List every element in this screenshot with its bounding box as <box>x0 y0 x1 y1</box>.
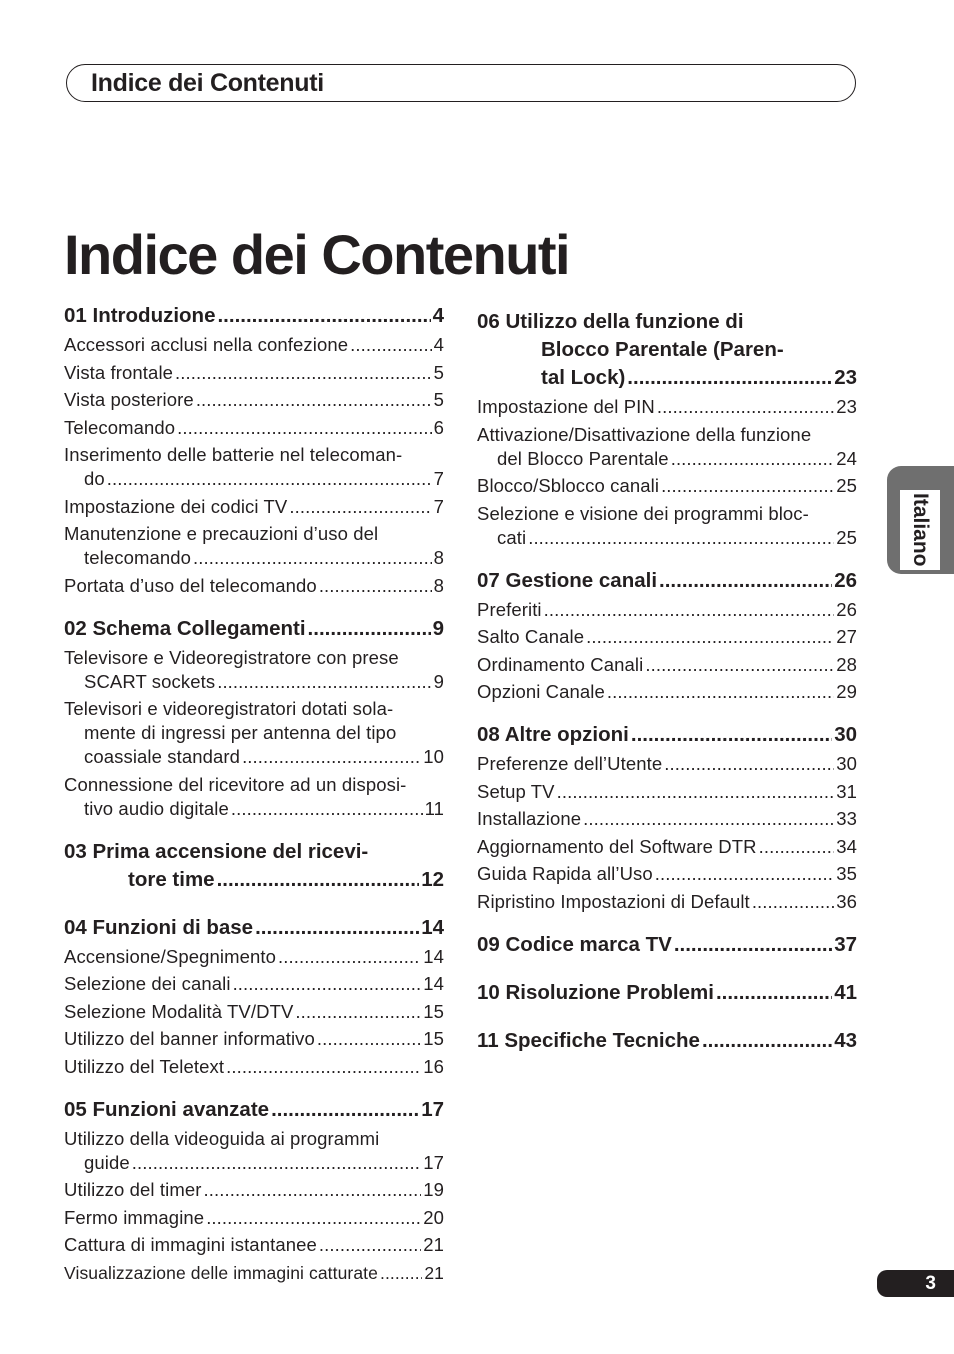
toc-left-column <box>64 302 444 1285</box>
toc-entry[interactable]: Setup TV ..... 31 <box>477 780 857 804</box>
section-title: tal Lock) <box>541 366 626 389</box>
toc-entry[interactable]: Preferenze dell’Utente ..... 30 <box>477 752 857 776</box>
section-title: 04 Funzioni di base <box>64 915 254 939</box>
page-number-tab <box>877 1270 954 1297</box>
toc-entry[interactable]: Utilizzo del Teletext ..... 16 <box>64 1055 444 1079</box>
toc-entry[interactable]: Attivazione/Disattivazione della funzione del Blocco Parentale ..... 24 <box>477 423 857 471</box>
toc-entry[interactable]: Guida Rapida all’Uso ..... 35 <box>477 862 857 886</box>
toc-entry[interactable]: Telecomando ..... 6 <box>64 416 444 440</box>
toc-entry[interactable]: Installazione ..... 33 <box>477 807 857 831</box>
toc-entry[interactable]: Televisori e videoregistratori dotati sola- mente di ingressi per antenna del tipo coassiale standard ..... 10 <box>64 697 444 769</box>
toc-section-02[interactable] <box>64 615 444 643</box>
toc-section-10[interactable] <box>477 979 857 1007</box>
section-title: 09 Codice marca TV <box>477 932 672 956</box>
toc-entry[interactable]: Impostazione dei codici TV ..... 7 <box>64 495 444 519</box>
toc-entry[interactable]: Salto Canale ..... 27 <box>477 625 857 649</box>
section-page: 41 <box>834 980 857 1004</box>
toc-entry[interactable]: Utilizzo del timer ..... 19 <box>64 1178 444 1202</box>
toc-entry[interactable]: Selezione dei canali ..... 14 <box>64 972 444 996</box>
toc-entry[interactable]: Fermo immagine ..... 20 <box>64 1206 444 1230</box>
toc-entry[interactable]: Selezione Modalità TV/DTV ..... 15 <box>64 1000 444 1024</box>
section-page: 9 <box>432 616 444 640</box>
toc-entry[interactable]: Opzioni Canale ..... 29 <box>477 680 857 704</box>
section-title: 01 Introduzione <box>64 304 216 327</box>
toc-section-03[interactable]: 03 Prima accensione del ricevi- tore time ..... 12 <box>64 838 444 894</box>
toc-entry[interactable]: Vista frontale ..... 5 <box>64 361 444 385</box>
section-title: 07 Gestione canali <box>477 568 658 592</box>
toc-entry[interactable]: Televisore e Videoregistratore con prese SCART sockets ..... 9 <box>64 646 444 694</box>
section-title: 10 Risoluzione Problemi <box>477 980 714 1004</box>
section-title: 08 Altre opzioni <box>477 723 629 746</box>
toc-entry[interactable]: Ordinamento Canali ..... 28 <box>477 653 857 677</box>
section-page: 43 <box>834 1028 857 1052</box>
header-title: Indice dei Contenuti <box>91 69 324 97</box>
toc-entry[interactable]: Vista posteriore ..... 5 <box>64 388 444 412</box>
section-page: 14 <box>421 915 444 939</box>
toc-entry[interactable]: Connessione del ricevitore ad un disposi- tivo audio digitale ..... 11 <box>64 773 444 821</box>
toc-entry[interactable]: Selezione e visione dei programmi bloc- cati ..... 25 <box>477 502 857 550</box>
toc-entry[interactable]: Utilizzo del banner informativo ..... 15 <box>64 1027 444 1051</box>
section-page: 12 <box>421 867 444 891</box>
toc-entry[interactable]: Manutenzione e precauzioni d’uso del telecomando ..... 8 <box>64 522 444 570</box>
toc-entry[interactable]: Aggiornamento del Software DTR ..... 34 <box>477 835 857 859</box>
toc-section-11[interactable] <box>477 1027 857 1055</box>
toc-entry[interactable]: Impostazione del PIN ..... 23 <box>477 395 857 419</box>
page-number: 3 <box>925 1273 936 1294</box>
toc-entry[interactable]: Visualizzazione delle immagini catturate ..... 21 <box>64 1261 444 1285</box>
section-page: 4 <box>432 304 444 327</box>
section-title: 05 Funzioni avanzate <box>64 1097 270 1121</box>
toc-entry[interactable]: Portata d’uso del telecomando ..... 8 <box>64 574 444 598</box>
toc-entry[interactable]: Inserimento delle batterie nel telecoman- do ..... 7 <box>64 443 444 491</box>
toc-right-column <box>477 308 857 1055</box>
toc-entry[interactable]: Accessori acclusi nella confezione ..... 4 <box>64 333 444 357</box>
toc-section-09[interactable] <box>477 931 857 959</box>
section-page: 30 <box>834 723 857 746</box>
section-page: 26 <box>834 568 857 592</box>
toc-section-05[interactable] <box>64 1096 444 1124</box>
toc-section-01[interactable] <box>64 302 444 330</box>
toc-section-04[interactable] <box>64 914 444 942</box>
language-label: Italiano <box>900 490 940 570</box>
section-title: 11 Specifiche Tecniche <box>477 1028 700 1052</box>
toc-entry[interactable]: Accensione/Spegnimento ..... 14 <box>64 945 444 969</box>
toc-section-07[interactable] <box>477 567 857 595</box>
toc-entry[interactable]: Preferiti ..... 26 <box>477 598 857 622</box>
section-page: 37 <box>834 932 857 956</box>
section-title: 02 Schema Collegamenti <box>64 616 306 640</box>
toc-section-08[interactable] <box>477 721 857 749</box>
toc-section-06[interactable]: 06 Utilizzo della funzione di Blocco Parentale (Paren- tal Lock) ..... 23 <box>477 308 857 392</box>
header-banner <box>66 64 856 102</box>
page-title: Indice dei Contenuti <box>64 223 570 286</box>
section-page: 17 <box>421 1097 444 1121</box>
section-title: tore time <box>128 867 215 891</box>
toc-entry[interactable]: Utilizzo della videoguida ai programmi guide ..... 17 <box>64 1127 444 1175</box>
toc-entry[interactable]: Cattura di immagini istantanee ..... 21 <box>64 1233 444 1257</box>
section-page: 23 <box>834 366 857 389</box>
toc-entry[interactable]: Blocco/Sblocco canali ..... 25 <box>477 474 857 498</box>
toc-entry[interactable]: Ripristino Impostazioni di Default ..... 36 <box>477 890 857 914</box>
